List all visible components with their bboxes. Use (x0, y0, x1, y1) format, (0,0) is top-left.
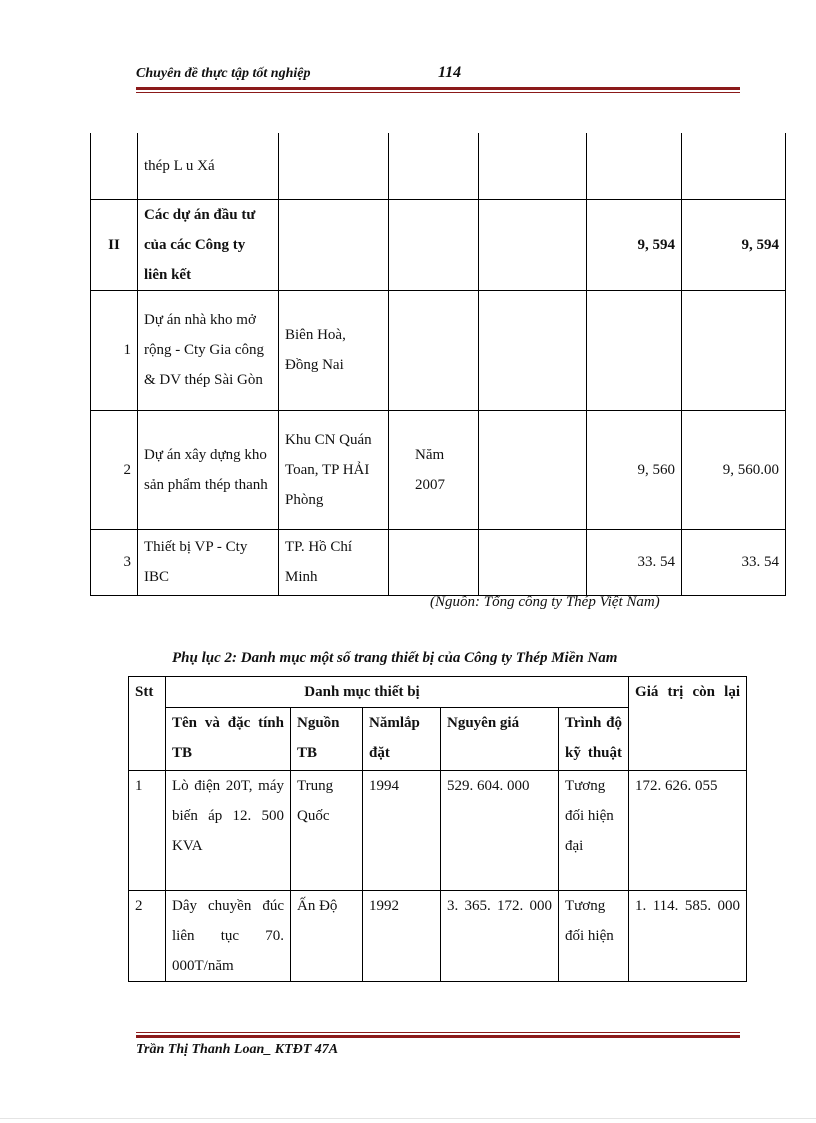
cell-origin: Trung Quốc (291, 771, 363, 891)
table-row (129, 891, 747, 982)
header-origin: Nguồn TB (291, 708, 363, 771)
cell-col6 (587, 290, 682, 410)
header-title: Chuyên đề thực tập tốt nghiệp (136, 66, 311, 81)
header-stt: Stt (129, 677, 166, 771)
cell-col5 (479, 199, 587, 290)
table-row (91, 290, 786, 410)
header-cost: Nguyên giá (441, 708, 559, 771)
cell-stt: 2 (129, 891, 166, 982)
header-name-text: Tên và đặc tính TB (172, 715, 284, 761)
investment-projects-table (90, 133, 786, 596)
cell-project-name: Dự án nhà kho mở rộng - Cty Gia công & DV thép Sài Gòn (138, 290, 279, 410)
cell-location (279, 133, 389, 199)
cell-col5 (479, 133, 587, 199)
cell-project-name: Dự án xây dựng kho sản phẩm thép thanh (138, 410, 279, 529)
page-edge-line (0, 1118, 816, 1119)
cell-col6: 9, 560 (587, 410, 682, 529)
cell-year: Năm 2007 (389, 410, 479, 529)
cell-col7 (682, 133, 786, 199)
cell-location: Biên Hoà, Đồng Nai (279, 290, 389, 410)
cell-no: 1 (91, 290, 138, 410)
cell-origin: Ấn Độ (291, 891, 363, 982)
header-residual-text: Giá trị còn lại (635, 684, 741, 700)
cell-col5 (479, 290, 587, 410)
header-year: Nămlắp đặt (363, 708, 441, 771)
cell-residual (629, 891, 747, 982)
cell-col6 (587, 133, 682, 199)
cell-col5 (479, 529, 587, 595)
cell-col7: 9, 560.00 (682, 410, 786, 529)
cell-col5 (479, 410, 587, 529)
cell-location: TP. Hồ Chí Minh (279, 529, 389, 595)
cell-residual: 172. 626. 055 (629, 771, 747, 891)
cell-col7: 33. 54 (682, 529, 786, 595)
header-residual (629, 677, 747, 771)
cell-stt: 1 (129, 771, 166, 891)
cell-year: 1992 (363, 891, 441, 982)
cell-year: 1994 (363, 771, 441, 891)
header-name (166, 708, 291, 771)
cell-no (91, 133, 138, 199)
footer-rule-thick (136, 1035, 740, 1038)
cell-cost-text: 3. 365. 172. 000 (447, 898, 552, 914)
page-number: 114 (438, 64, 462, 81)
cell-col6: 9, 594 (587, 199, 682, 290)
cell-year (389, 199, 479, 290)
header-tech-text: Trình độ kỹ thuật (565, 715, 623, 761)
table-row (91, 199, 786, 290)
appendix-caption: Phụ lục 2: Danh mục một số trang thiết bị của Công ty Thép Miền Nam (172, 650, 618, 666)
cell-no: 2 (91, 410, 138, 529)
cell-name-text: Lò điện 20T, máy biến áp 12. 500 KVA (172, 778, 284, 854)
cell-project-name: thép L u Xá (138, 133, 279, 199)
cell-location: Khu CN Quán Toan, TP HẢI Phòng (279, 410, 389, 529)
cell-no: 3 (91, 529, 138, 595)
cell-name (166, 891, 291, 982)
table-row (91, 133, 786, 199)
cell-cost: 529. 604. 000 (441, 771, 559, 891)
footer-rule-thin (136, 1032, 740, 1033)
cell-project-name: Thiết bị VP - Cty IBC (138, 529, 279, 595)
cell-col7: 9, 594 (682, 199, 786, 290)
cell-tech: Tương đối hiện đại (559, 771, 629, 891)
cell-col6: 33. 54 (587, 529, 682, 595)
cell-year (389, 290, 479, 410)
header-rule-thin (136, 92, 740, 93)
footer-author: Trần Thị Thanh Loan_ KTĐT 47A (136, 1042, 339, 1057)
source-note: (Nguồn: Tổng công ty Thép Việt Nam) (430, 594, 660, 610)
table-row (129, 771, 747, 891)
equipment-table (128, 676, 747, 982)
table-header-row (129, 677, 747, 708)
cell-project-name: Các dự án đầu tư của các Công ty liên kết (138, 199, 279, 290)
cell-name (166, 771, 291, 891)
cell-cost (441, 891, 559, 982)
cell-year (389, 133, 479, 199)
header-equipment-group: Danh mục thiết bị (166, 677, 629, 708)
cell-col7 (682, 290, 786, 410)
table-row (91, 529, 786, 595)
cell-year (389, 529, 479, 595)
header-tech (559, 708, 629, 771)
cell-residual-text: 1. 114. 585. 000 (635, 898, 741, 914)
cell-no: II (91, 199, 138, 290)
table-row (91, 410, 786, 529)
cell-name-text: Dây chuyền đúc liên tục 70. 000T/năm (172, 898, 284, 974)
cell-location (279, 199, 389, 290)
header-rule-thick (136, 87, 740, 90)
cell-tech: Tương đối hiện (559, 891, 629, 982)
